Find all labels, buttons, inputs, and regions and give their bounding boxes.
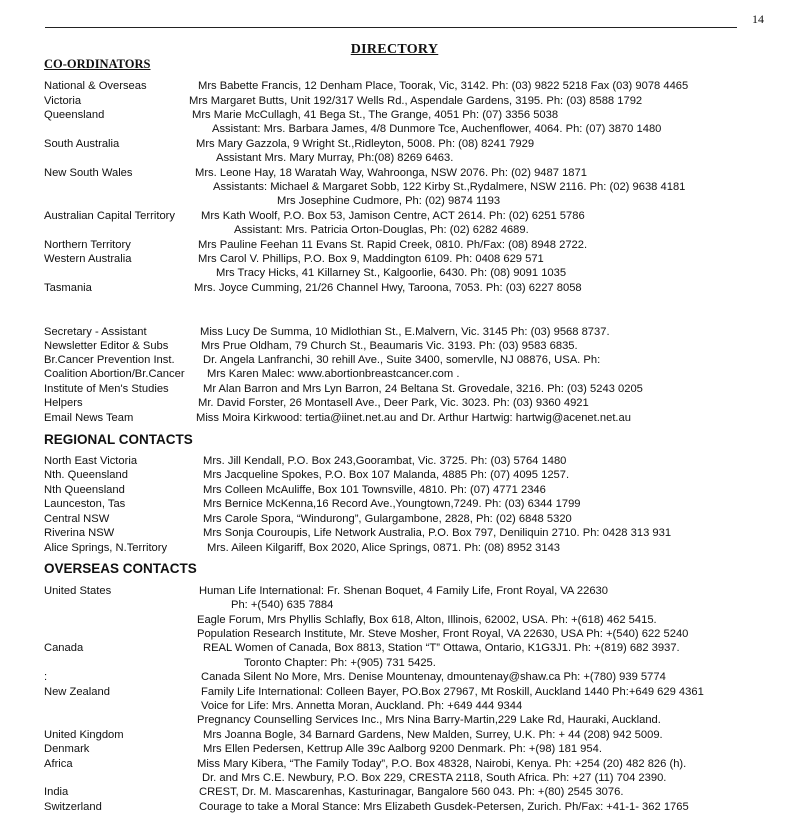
regional-entry: Mrs. Aileen Kilgariff, Box 2020, Alice Springs, 0871. Ph: (08) 8952 3143 — [207, 542, 561, 554]
overseas-label: New Zealand — [44, 686, 110, 698]
coordinator-entry: Mrs Mary Gazzola, 9 Wright St.,Ridleyton, 5008. Ph: (08) 8241 7929 — [196, 138, 535, 150]
overseas-label: Denmark — [44, 743, 90, 755]
overseas-entry: REAL Women of Canada, Box 8813, Station “T” Ottawa, Ontario, K1G3J1. Ph: +(819) 682 3937. — [203, 642, 680, 654]
role-label: Newsletter Editor & Subs — [44, 340, 169, 352]
regional-entry: Mrs Colleen McAuliffe, Box 101 Townsville, 4810. Ph: (07) 4771 2346 — [203, 484, 546, 496]
overseas-entry: Family Life International: Colleen Bayer, PO.Box 27967, Mt Roskill, Auckland 1440 Ph:+649 629 4361 — [201, 686, 704, 698]
coordinator-entry: Assistants: Michael & Margaret Sobb, 122 Kirby St.,Rydalmere, NSW 2116. Ph: (02) 9638 4181 — [213, 181, 686, 193]
overseas-entry: Courage to take a Moral Stance: Mrs Elizabeth Gusdek-Petersen, Zurich. Ph/Fax: +41-1- 362 1765 — [199, 801, 689, 813]
role-label: Helpers — [44, 397, 83, 409]
role-label: Br.Cancer Prevention Inst. — [44, 354, 175, 366]
role-entry: Mr Alan Barron and Mrs Lyn Barron, 24 Beltana St. Grovedale, 3216. Ph: (03) 5243 0205 — [203, 383, 643, 395]
coordinator-label: South Australia — [44, 138, 120, 150]
overseas-label: United Kingdom — [44, 729, 124, 741]
coordinator-entry: Mrs Josephine Cudmore, Ph: (02) 9874 1193 — [277, 195, 501, 207]
coordinators-heading: CO-ORDINATORS — [44, 57, 151, 71]
coordinator-label: National & Overseas — [44, 80, 147, 92]
coordinator-entry: Mrs. Joyce Cumming, 21/26 Channel Hwy, Taroona, 7053. Ph: (03) 6227 8058 — [194, 282, 582, 294]
overseas-entry: Population Research Institute, Mr. Steve Mosher, Front Royal, VA 22630, USA Ph: +(540) 622 5240 — [197, 628, 689, 640]
role-entry: Mrs Karen Malec: www.abortionbreastcancer.com . — [207, 368, 460, 380]
overseas-entry: Voice for Life: Mrs. Annetta Moran, Auckland. Ph: +649 444 9344 — [201, 700, 523, 712]
regional-label: Central NSW — [44, 513, 110, 525]
coordinator-entry: Assistant: Mrs. Barbara James, 4/8 Dunmore Tce, Auchenflower, 4064. Ph: (07) 3870 1480 — [212, 123, 662, 135]
role-label: Coalition Abortion/Br.Cancer — [44, 368, 185, 380]
coordinator-entry: Mrs Pauline Feehan 11 Evans St. Rapid Creek, 0810. Ph/Fax: (08) 8948 2722. — [198, 239, 588, 251]
overseas-label: Africa — [44, 758, 73, 770]
overseas-entry: Mrs Ellen Pedersen, Kettrup Alle 39c Aalborg 9200 Denmark. Ph: +(98) 181 954. — [203, 743, 602, 755]
role-entry: Miss Lucy De Summa, 10 Midlothian St., E.Malvern, Vic. 3145 Ph: (03) 9568 8737. — [200, 326, 610, 338]
overseas-label: : — [44, 671, 48, 683]
overseas-entry: Eagle Forum, Mrs Phyllis Schlafly, Box 618, Alton, Illinois, 62002, USA. Ph: +(618) 462 5415. — [197, 614, 657, 626]
regional-label: Nth Queensland — [44, 484, 125, 496]
regional-label: Nth. Queensland — [44, 469, 128, 481]
overseas-entry: Toronto Chapter: Ph: +(905) 731 5425. — [244, 657, 436, 669]
overseas-entry: Mrs Joanna Bogle, 34 Barnard Gardens, New Malden, Surrey, U.K. Ph: + 44 (208) 942 5009. — [203, 729, 663, 741]
regional-entry: Mrs Carole Spora, “Windurong”, Gulargambone, 2828, Ph: (02) 6848 5320 — [203, 513, 572, 525]
coordinator-entry: Assistant: Mrs. Patricia Orton-Douglas, Ph: (02) 6282 4689. — [234, 224, 529, 236]
coordinator-entry: Assistant Mrs. Mary Murray, Ph:(08) 8269 6463. — [216, 152, 454, 164]
coordinator-entry: Mrs Kath Woolf, P.O. Box 53, Jamison Centre, ACT 2614. Ph: (02) 6251 5786 — [201, 210, 585, 222]
page-number: 14 — [752, 12, 764, 26]
overseas-entry: Human Life International: Fr. Shenan Boquet, 4 Family Life, Front Royal, VA 22630 — [199, 585, 608, 597]
overseas-entry: Pregnancy Counselling Services Inc., Mrs Nina Barry-Martin,229 Lake Rd, Hauraki, Auckland. — [197, 714, 661, 726]
role-entry: Miss Moira Kirkwood: tertia@iinet.net.au and Dr. Arthur Hartwig: hartwig@acenet.net.au — [196, 412, 631, 424]
regional-entry: Mrs Jacqueline Spokes, P.O. Box 107 Malanda, 4885 Ph: (07) 4095 1257. — [203, 469, 570, 481]
coordinator-entry: Mrs Marie McCullagh, 41 Bega St., The Grange, 4051 Ph: (07) 3356 5038 — [192, 109, 559, 121]
coordinator-label: Western Australia — [44, 253, 132, 265]
regional-entry: Mrs. Jill Kendall, P.O. Box 243,Goorambat, Vic. 3725. Ph: (03) 5764 1480 — [203, 455, 567, 467]
regional-entry: Mrs Bernice McKenna,16 Record Ave.,Youngtown,7249. Ph: (03) 6344 1799 — [203, 498, 581, 510]
overseas-label: Canada — [44, 642, 84, 654]
coordinator-label: Tasmania — [44, 282, 92, 294]
coordinator-label: Northern Territory — [44, 239, 131, 251]
coordinator-entry: Mrs Margaret Butts, Unit 192/317 Wells Rd., Aspendale Gardens, 3195. Ph: (03) 8588 1792 — [189, 95, 643, 107]
page-title: DIRECTORY — [350, 42, 439, 57]
coordinator-entry: Mrs Carol V. Phillips, P.O. Box 9, Maddington 6109. Ph: 0408 629 571 — [198, 253, 544, 265]
overseas-label: United States — [44, 585, 112, 597]
coordinator-entry: Mrs Babette Francis, 12 Denham Place, Toorak, Vic, 3142. Ph: (03) 9822 5218 Fax (03) 9078 4465 — [198, 80, 689, 92]
role-entry: Mrs Prue Oldham, 79 Church St., Beaumaris Vic. 3193. Ph: (03) 9583 6835. — [201, 340, 578, 352]
role-label: Email News Team — [44, 412, 134, 424]
overseas-entry: CREST, Dr. M. Mascarenhas, Kasturinagar, Bangalore 560 043. Ph: +(80) 2545 3076. — [199, 786, 624, 798]
role-label: Secretary - Assistant — [44, 326, 147, 338]
top-rule — [45, 27, 737, 28]
regional-label: Launceston, Tas — [44, 498, 126, 510]
regional-heading: REGIONAL CONTACTS — [44, 432, 193, 447]
role-label: Institute of Men's Studies — [44, 383, 169, 395]
overseas-heading: OVERSEAS CONTACTS — [44, 561, 197, 576]
overseas-entry: Dr. and Mrs C.E. Newbury, P.O. Box 229, CRESTA 2118, South Africa. Ph: +27 (11) 704 2390. — [202, 772, 667, 784]
coordinator-entry: Mrs Tracy Hicks, 41 Killarney St., Kalgoorlie, 6430. Ph: (08) 9091 1035 — [216, 267, 567, 279]
coordinator-label: New South Wales — [44, 167, 133, 179]
regional-label: Riverina NSW — [44, 527, 115, 539]
coordinator-label: Victoria — [44, 95, 82, 107]
role-entry: Dr. Angela Lanfranchi, 30 rehill Ave., Suite 3400, somervlle, NJ 08876, USA. Ph: — [203, 354, 601, 366]
regional-label: North East Victoria — [44, 455, 138, 467]
overseas-label: India — [44, 786, 69, 798]
regional-entry: Mrs Sonja Couroupis, Life Network Australia, P.O. Box 797, Deniliquin 2710. Ph: 0428 313 931 — [203, 527, 672, 539]
overseas-entry: Canada Silent No More, Mrs. Denise Mountenay, dmountenay@shaw.ca Ph: +(780) 939 5774 — [201, 671, 666, 683]
coordinator-label: Australian Capital Territory — [44, 210, 175, 222]
overseas-entry: Ph: +(540) 635 7884 — [231, 599, 334, 611]
overseas-label: Switzerland — [44, 801, 102, 813]
coordinator-label: Queensland — [44, 109, 105, 121]
role-entry: Mr. David Forster, 26 Montasell Ave., Deer Park, Vic. 3023. Ph: (03) 9360 4921 — [198, 397, 589, 409]
regional-label: Alice Springs, N.Territory — [44, 542, 168, 554]
coordinator-entry: Mrs. Leone Hay, 18 Waratah Way, Wahroonga, NSW 2076. Ph: (02) 9487 1871 — [195, 167, 587, 179]
overseas-entry: Miss Mary Kibera, “The Family Today”, P.O. Box 48328, Nairobi, Kenya. Ph: +254 (20) 482 826 (h). — [197, 758, 687, 770]
